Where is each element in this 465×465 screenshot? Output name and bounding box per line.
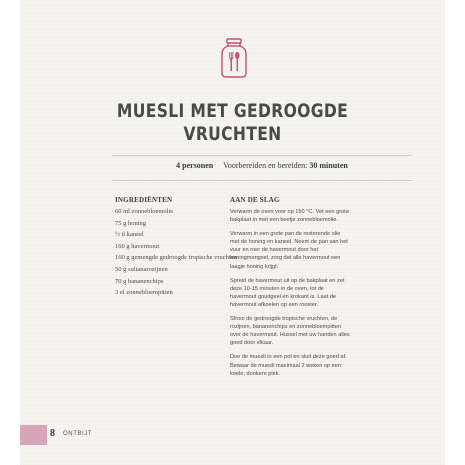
mason-jar-fork-spoon-icon [219, 38, 249, 78]
time-label: Voorbereiden en bereiden: [223, 161, 308, 170]
divider-top [112, 155, 412, 156]
ingredients-list [115, 208, 237, 297]
ingredient-item: 70 g bananenchips [115, 277, 164, 285]
ingredient-item: 75 g honing [115, 219, 147, 227]
method-step: Verwarm de oven voor op 150 °C. Vet een grote bakplaat in met een beetje zonnebloemolie. [230, 209, 349, 224]
page-tab [20, 425, 47, 445]
ingredient-item: 160 g gemengde gedroogde tropische vruchten [115, 254, 237, 262]
page-number: 8 [50, 428, 55, 439]
ingredient-item: ½ tl kaneel [115, 231, 144, 239]
ingredients-section [115, 196, 237, 301]
method-heading: AAN DE SLAG [230, 196, 280, 204]
recipe-meta [112, 161, 412, 170]
method-step: Doe de muesli in een pot en sluit deze goed af. Bewaar de muesli maximaal 2 weken op een koele, donkere plek. [230, 354, 347, 377]
ingredient-item: 160 g havermout [115, 242, 160, 250]
time-value: 30 minuten [309, 161, 348, 170]
method-section [230, 196, 350, 384]
method-step: Spreid de havermout uit op de bakplaat en zet deze 10-15 minuten in de oven, tot de havermout goudgeel en krokant is. Laat de havermout afkoelen op een rooster. [230, 277, 345, 308]
ingredients-heading: INGREDIËNTEN [115, 196, 173, 204]
ingredient-item: 50 g sultanarozijnen [115, 265, 168, 273]
ingredient-item: 60 ml zonnebloemolie [115, 208, 174, 215]
recipe-title: MUESLI MET GEDROOGDE VRUCHTEN [116, 100, 349, 145]
servings: 4 personen [176, 161, 214, 170]
method-step: Verwarm in een grote pan de resterende olie met de honing en kaneel. Neem de pan van het vuur en roer de havermout door het honingmengsel, zorg dat alle havermout een laagje honing krijgt. [230, 231, 348, 270]
section-name: ONTBIJT [63, 431, 93, 437]
method-step: Strooi de gedroogde tropische vruchten, de rozijnen, bananenchips en zonnebloempitten over de havermout. Hussel met uw handen alles goed door elkaar. [230, 316, 350, 347]
ingredient-item: 3 el zonnebloempitten [115, 289, 173, 297]
divider-bottom [112, 180, 412, 181]
